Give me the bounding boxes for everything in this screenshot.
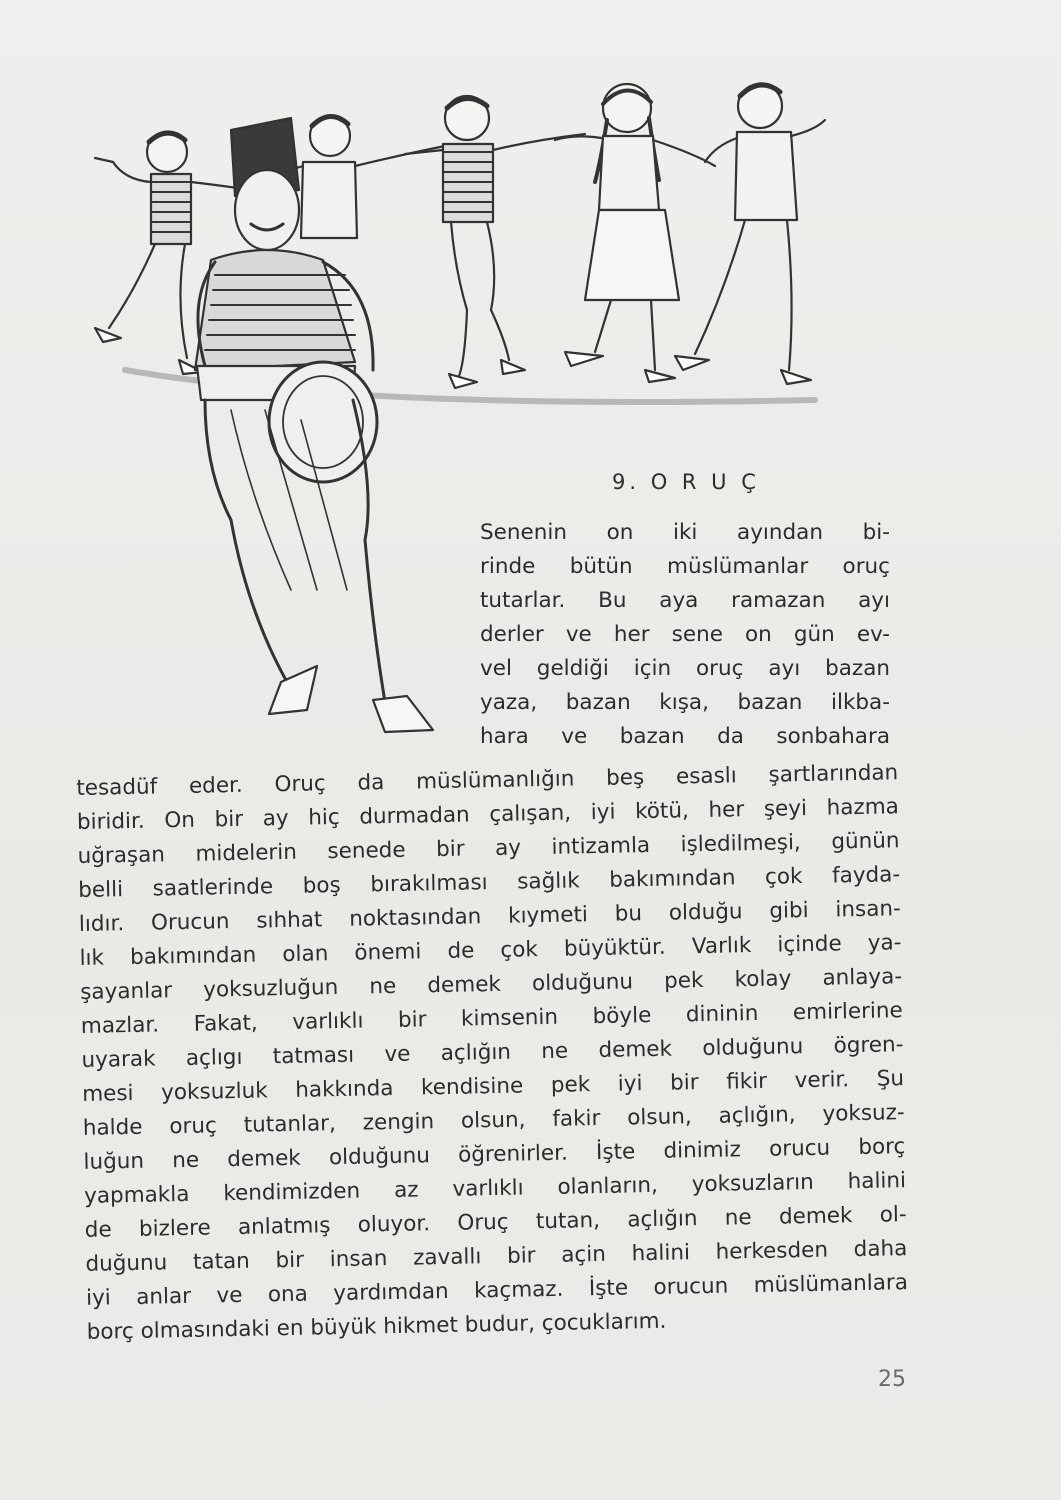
text-line: lık bakımından olan önemi de çok büyüktür. Varlık içinde ya-	[79, 930, 902, 971]
text-line: tutarlar. Bu aya ramazan ayı	[480, 588, 890, 613]
text-line: Senenin on iki ayından bi-	[480, 520, 890, 545]
text-line: duğunu tatan bir insan zavallı bir açin halini herkesden daha	[85, 1236, 908, 1277]
text-line: biridir. On bir ay hiç durmadan çalışan, iyi kötü, her şeyi hazma	[76, 794, 900, 835]
text-line: rinde bütün müslümanlar oruç	[480, 554, 890, 579]
main-paragraph	[76, 756, 909, 1350]
text-line: luğun ne demek olduğunu öğrenirler. İşte dinimiz orucu borç	[83, 1134, 906, 1175]
text-line: yaza, bazan kışa, bazan ilkba-	[480, 690, 890, 715]
text-line: tesadüf eder. Oruç da müslümanlığın beş esaslı şartlarından	[76, 760, 899, 801]
text-line: uğraşan midelerin senede bir ay intizamla işledilmeşi, günün	[77, 828, 900, 869]
dancing-girl	[555, 84, 715, 382]
text-line: iyi anlar ve ona yardımdan kaçmaz. İşte orucun müslümanlara	[85, 1270, 909, 1311]
intro-paragraph	[480, 516, 890, 754]
text-line: şayanlar yoksuzluğun ne demek olduğunu pek kolay anlaya-	[79, 964, 903, 1005]
text-line: halde oruç tutanlar, zengin olsun, fakir olsun, açlığın, yoksuz-	[82, 1100, 905, 1141]
text-line: de bizlere anlatmış oluyor. Oruç tutan, açlığın ne demek ol-	[84, 1202, 907, 1243]
text-line: hara ve bazan da sonbahara	[480, 724, 890, 749]
text-line: vel geldiği için oruç ayı bazan	[480, 656, 890, 681]
text-line: uyarak açlıgı tatması ve açlığın ne demek olduğunu ögren-	[81, 1032, 904, 1073]
text-line: derler ve her sene on gün ev-	[480, 622, 890, 647]
text-line: mazlar. Fakat, varlıklı bir kimsenin böyle dininin emirlerine	[80, 998, 903, 1039]
text-line: lıdır. Orucun sıhhat noktasından kıymeti bu olduğu gibi insan-	[78, 896, 902, 937]
dancing-child-4	[675, 84, 825, 384]
text-line: borç olmasındaki en büyük hikmet budur, çocuklarım.	[86, 1308, 667, 1345]
page-number: 25	[878, 1367, 906, 1392]
text-line: yapmakla kendimizden az varlıklı olanların, yoksuzların halini	[83, 1168, 907, 1209]
text-line: mesi yoksuzluk hakkında kendisine pek iyi bir fikir verir. Şu	[81, 1066, 905, 1107]
chapter-title: 9. O R U Ç	[612, 470, 760, 494]
text-line: belli saatlerinde boş bırakılması sağlık bakımından çok fayda-	[78, 862, 901, 903]
